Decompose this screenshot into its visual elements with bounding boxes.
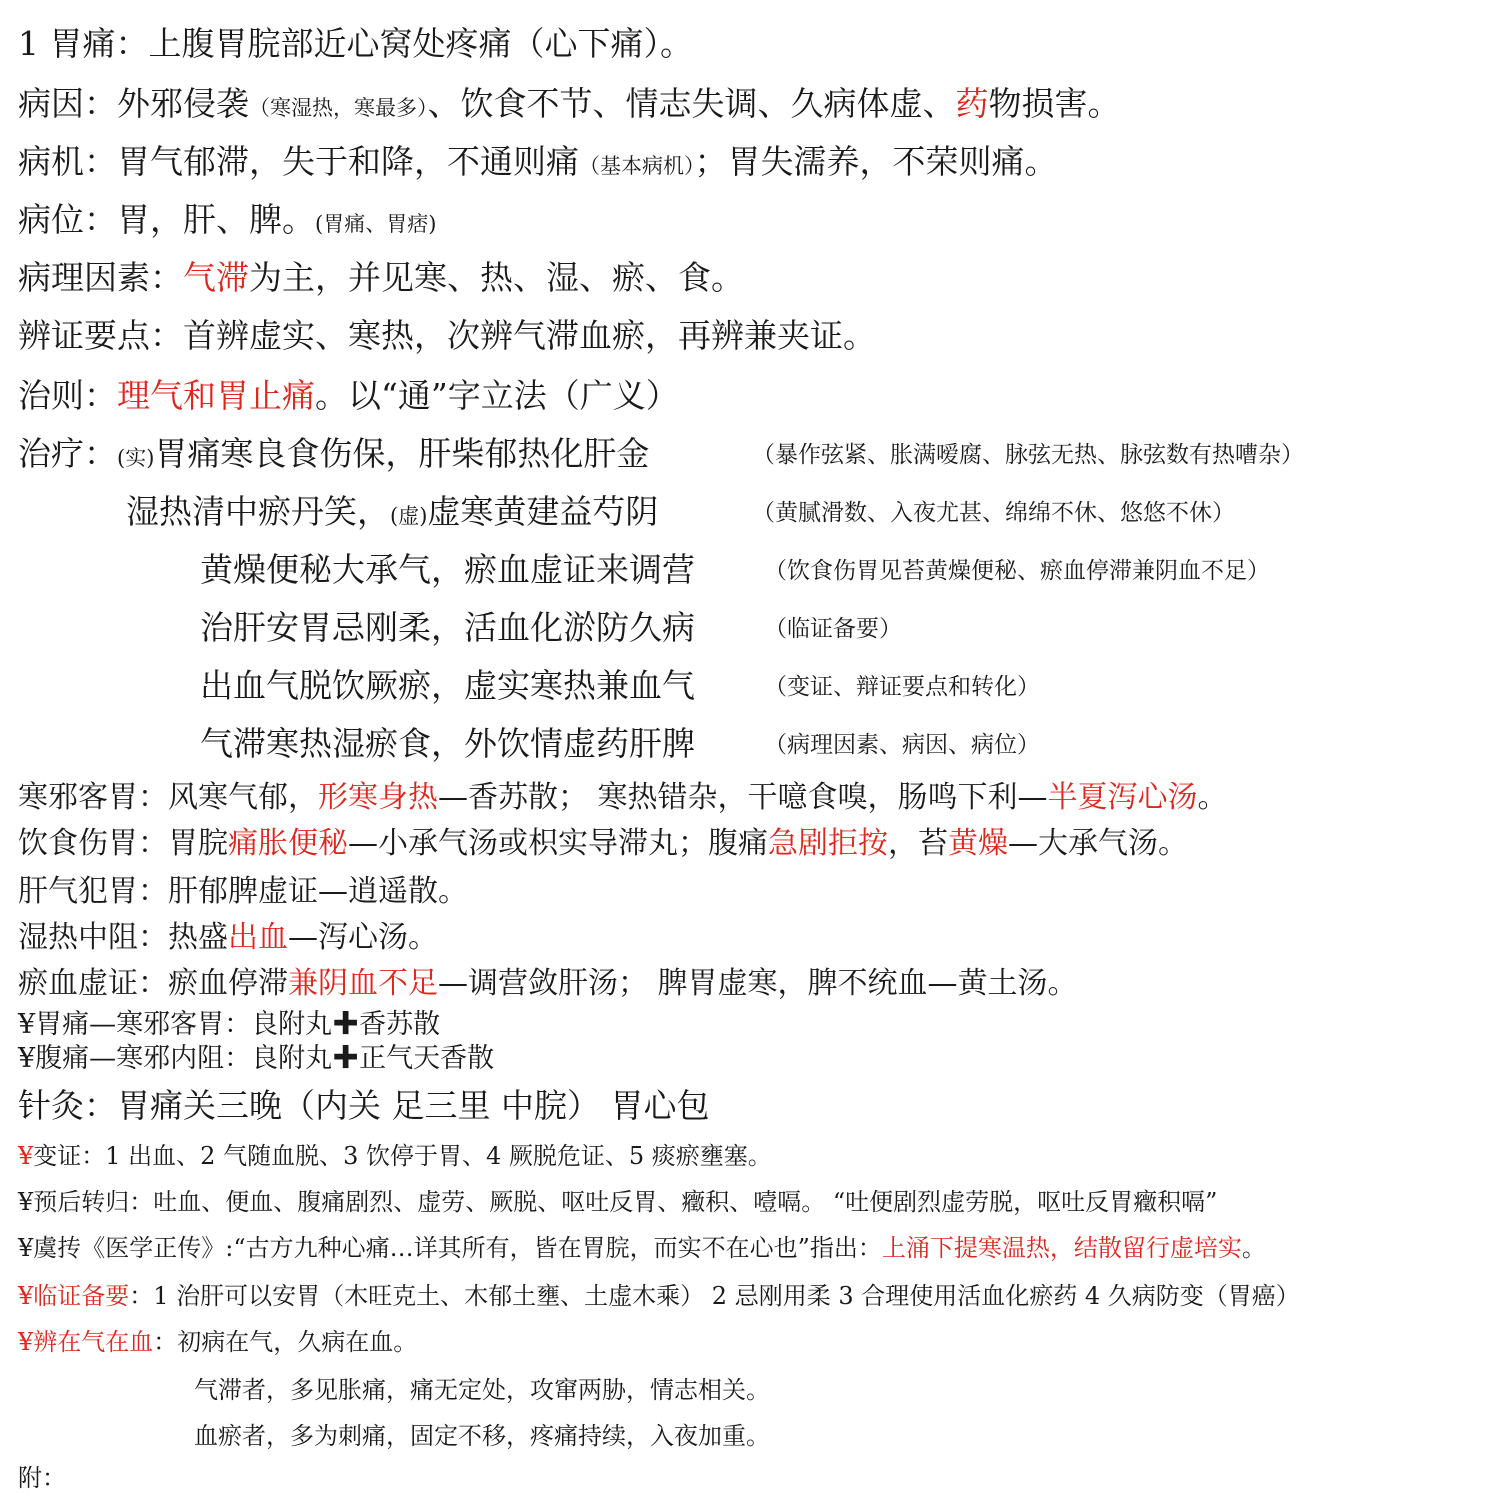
line-treatment-5 [200, 660, 695, 707]
line-text: 气滞者，多见胀痛，痛无定处，攻窜两胁，情志相关。 [194, 1376, 770, 1404]
highlight-text: 黄燥 [948, 826, 1008, 861]
note-treatment-3: （饮食伤胃见苔黄燥便秘、瘀血停滞兼阴血不足） [764, 558, 1270, 584]
line-text: 物损害。 [988, 84, 1121, 123]
line-text: ¥虞抟《医学正传》:“古方九种心痛…详其所有，皆在胃脘，而实不在心也”指出： [18, 1234, 882, 1262]
line-text: 变证：1 出血、2 气随血脱、3 饮停于胃、4 厥脱危证、5 痰瘀壅塞。 [33, 1142, 772, 1170]
line-text: ：初病在气，久病在血。 [153, 1328, 418, 1356]
note-treatment-2: （黄腻滑数、入夜尤甚、绵绵不休、悠悠不休） [752, 500, 1235, 526]
line-qi-blood [18, 1322, 417, 1357]
note-treatment-1: （暴作弦紧、胀满嗳腐、脉弦无热、脉弦数有热嘈杂） [752, 442, 1304, 468]
line-liver-qi [18, 866, 468, 910]
line-treatment-6 [200, 718, 695, 765]
line-text: 治疗： [18, 434, 117, 473]
line-definition [18, 18, 693, 65]
line-treatment-2 [126, 486, 658, 533]
line-text: ，苔 [888, 826, 948, 861]
note-treatment-6: （病理因素、病因、病位） [764, 732, 1040, 758]
line-text: ¥腹痛—寒邪内阻：良附丸✚正气天香散 [18, 1043, 495, 1074]
line-treatment-3 [200, 544, 695, 591]
line-text: —调营敛肝汤； 脾胃虚寒，脾不统血—黄土汤。 [438, 966, 1078, 1001]
line-text: 肝气犯胃：肝郁脾虚证—逍遥散。 [18, 874, 468, 909]
line-text: ：1 治肝可以安胃（木旺克土、木郁土壅、土虚木乘） 2 忌刚用柔 3 合理使用活血化瘀药 4 久病防变（胃癌） [129, 1282, 1300, 1310]
highlight-text: 上涌下提寒温热，结散留行虚培实 [881, 1234, 1242, 1262]
highlight-text: 出血 [228, 920, 288, 955]
highlight-text: ¥临证备要 [18, 1282, 130, 1310]
line-text: 治肝安胃忌刚柔，活血化淤防久病 [200, 608, 695, 647]
annotation-text: (实) [117, 446, 155, 470]
line-text: 针灸：胃痛关三晚（内关 足三里 中脘） 胃心包 [18, 1086, 710, 1125]
line-pathological-factors [18, 252, 744, 299]
annotation-text: (虚) [390, 504, 428, 528]
line-text: 血瘀者，多为刺痛，固定不移，疼痛持续，入夜加重。 [194, 1422, 770, 1450]
line-complications [18, 1136, 772, 1171]
line-text: 湿热清中瘀丹笑， [126, 492, 390, 531]
line-etiology [18, 78, 1121, 125]
line-text: 、饮食不节、情志失调、久病体虚、 [427, 84, 956, 123]
line-treatment-1 [18, 428, 649, 475]
line-cold-attack-stomach [18, 772, 1228, 816]
annotation-text: (胃痛、胃痞) [315, 212, 437, 236]
line-text: 病理因素： [18, 258, 183, 297]
line-prognosis [18, 1182, 1217, 1217]
line-appendix [18, 1458, 66, 1493]
highlight-text: 兼阴血不足 [288, 966, 438, 1001]
highlight-text: 急剧拒按 [768, 826, 888, 861]
line-text: 为主，并见寒、热、湿、瘀、食。 [249, 258, 744, 297]
note-treatment-4: （临证备要） [764, 616, 902, 642]
line-qi-stagnation [194, 1370, 770, 1405]
line-differentiation-points [18, 310, 876, 357]
line-treatment-principle [18, 370, 679, 417]
line-text: 1 胃痛：上腹胃脘部近心窝处疼痛（心下痛）。 [18, 24, 693, 63]
highlight-text: ¥辨在气在血 [18, 1328, 154, 1356]
line-text: 胃痛寒良食伤保，肝柴郁热化肝金 [154, 434, 650, 473]
line-text: 气滞寒热湿瘀食，外饮情虚药肝脾 [200, 724, 695, 763]
highlight-text: 形寒身热 [318, 780, 438, 815]
highlight-text: 半夏泻心汤 [1047, 780, 1198, 815]
line-location [18, 194, 436, 241]
line-text: 寒邪客胃：风寒气郁， [18, 780, 318, 815]
line-text: —大承气汤。 [1008, 826, 1188, 861]
line-quote [18, 1228, 1266, 1263]
line-abdominal-formula [18, 1036, 494, 1075]
line-treatment-4 [200, 602, 695, 649]
line-text: —小承气汤或枳实导滞丸；腹痛 [348, 826, 768, 861]
highlight-text: 药 [955, 84, 989, 123]
line-text: 出血气脱饮厥瘀，虚实寒热兼血气 [200, 666, 695, 705]
line-text: ¥预后转归：吐血、便血、腹痛剧烈、虚劳、厥脱、呕吐反胃、癥积、噎嗝。 “吐便剧烈虚劳脱，呕吐反胃癥积嗝” [18, 1188, 1218, 1216]
highlight-text: 痛胀便秘 [228, 826, 348, 861]
line-pathogenesis [18, 136, 1058, 183]
highlight-text: 气滞 [183, 258, 249, 297]
line-text: 。 [1197, 780, 1228, 815]
line-acupuncture [18, 1080, 709, 1127]
line-text: 虚寒黄建益芍阴 [427, 492, 659, 531]
line-blood-stasis-pain [194, 1416, 770, 1451]
line-text: 。以“通”字立法（广义） [315, 376, 679, 415]
line-text: —泻心汤。 [288, 920, 438, 955]
line-blood-stasis [18, 958, 1078, 1002]
line-food-injury [18, 818, 1188, 862]
line-text: 瘀血虚证：瘀血停滞 [18, 966, 288, 1001]
line-text: ；胃失濡养，不荣则痛。 [694, 142, 1058, 181]
line-text: 治则： [18, 376, 117, 415]
line-text: 病位：胃，肝、脾。 [18, 200, 315, 239]
line-text: 饮食伤胃：胃脘 [18, 826, 228, 861]
line-text: 病机：胃气郁滞，失于和降，不通则痛 [18, 142, 579, 181]
line-damp-heat [18, 912, 438, 956]
line-text: —香苏散； 寒热错杂，干噫食嗅，肠鸣下利— [438, 780, 1048, 815]
line-text: 湿热中阻：热盛 [18, 920, 228, 955]
annotation-text: （基本病机） [579, 154, 695, 178]
line-text: 黄燥便秘大承气，瘀血虚证来调营 [200, 550, 695, 589]
annotation-text: （寒湿热，寒最多） [249, 96, 428, 120]
line-text: 。 [1241, 1234, 1266, 1262]
line-clinical-points [18, 1276, 1300, 1311]
highlight-text: 理气和胃止痛 [117, 376, 315, 415]
highlight-text: ¥ [18, 1142, 34, 1170]
note-treatment-5: （变证、辩证要点和转化） [764, 674, 1040, 700]
line-text: ¥胃痛—寒邪客胃：良附丸✚香苏散 [18, 1009, 441, 1040]
line-text: 辨证要点：首辨虚实、寒热，次辨气滞血瘀，再辨兼夹证。 [18, 316, 876, 355]
line-text: 附： [18, 1464, 66, 1492]
line-text: 病因：外邪侵袭 [18, 84, 249, 123]
